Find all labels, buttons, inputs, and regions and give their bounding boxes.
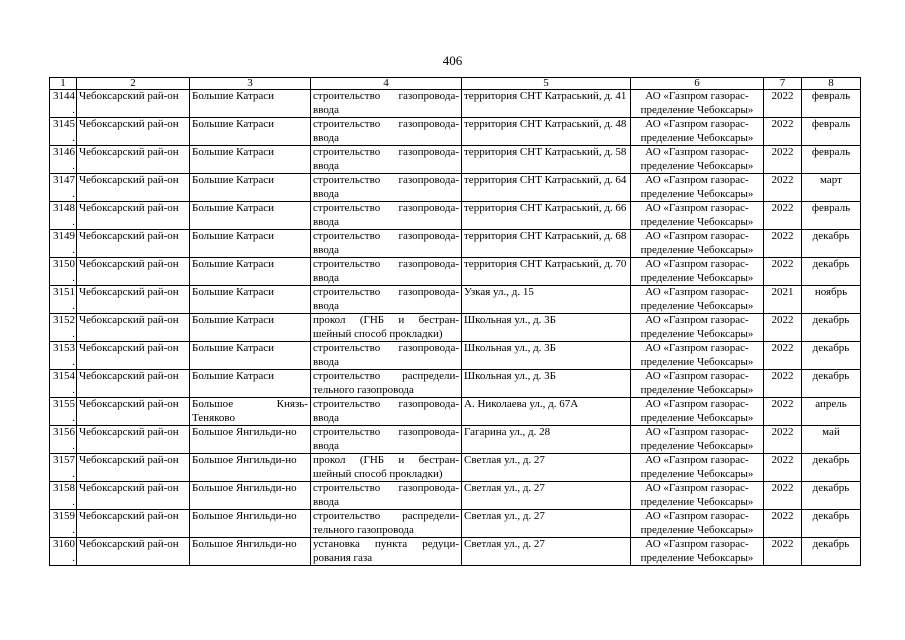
organization-cell: АО «Газпром газорас-пределение Чебоксары» [631,510,764,538]
work-type-cell: строительство газопровода-ввода [311,482,462,510]
settlement-cell: Большие Катраси [190,230,311,258]
address-cell: Светлая ул., д. 27 [462,454,631,482]
table-row [50,230,861,258]
column-header: 8 [802,78,861,90]
column-header: 4 [311,78,462,90]
address-cell: территория СНТ Катраський, д. 41 [462,90,631,118]
district-cell: Чебоксарский рай-он [77,90,190,118]
column-header: 3 [190,78,311,90]
settlement-cell: Большие Катраси [190,314,311,342]
row-number: 3151. [50,286,77,314]
work-type-cell: строительство распредели-тельного газопровода [311,510,462,538]
organization-cell: АО «Газпром газорас-пределение Чебоксары» [631,118,764,146]
gasification-table [49,77,861,566]
settlement-cell: Большое Янгильди-но [190,454,311,482]
organization-cell: АО «Газпром газорас-пределение Чебоксары» [631,314,764,342]
settlement-cell: Большие Катраси [190,342,311,370]
organization-cell: АО «Газпром газорас-пределение Чебоксары» [631,454,764,482]
organization-cell: АО «Газпром газорас-пределение Чебоксары» [631,230,764,258]
work-type-cell: строительство газопровода-ввода [311,202,462,230]
month-cell: декабрь [802,342,861,370]
settlement-cell: Большие Катраси [190,146,311,174]
district-cell: Чебоксарский рай-он [77,370,190,398]
year-cell: 2022 [764,146,802,174]
settlement-cell: Большие Катраси [190,118,311,146]
address-cell: Светлая ул., д. 27 [462,538,631,566]
organization-cell: АО «Газпром газорас-пределение Чебоксары» [631,202,764,230]
month-cell: февраль [802,118,861,146]
row-number: 3157. [50,454,77,482]
column-header: 6 [631,78,764,90]
table-row [50,90,861,118]
month-cell: март [802,174,861,202]
table-row [50,398,861,426]
settlement-cell: Большие Катраси [190,202,311,230]
month-cell: май [802,426,861,454]
month-cell: декабрь [802,538,861,566]
work-type-cell: строительство газопровода-ввода [311,174,462,202]
table-row [50,426,861,454]
work-type-cell: строительство газопровода-ввода [311,258,462,286]
year-cell: 2022 [764,90,802,118]
district-cell: Чебоксарский рай-он [77,258,190,286]
work-type-cell: строительство газопровода-ввода [311,146,462,174]
work-type-cell: строительство газопровода-ввода [311,426,462,454]
address-cell: территория СНТ Катраський, д. 64 [462,174,631,202]
district-cell: Чебоксарский рай-он [77,174,190,202]
table-row [50,454,861,482]
work-type-cell: прокол (ГНБ и бестран-шейный способ прокладки) [311,314,462,342]
column-header: 5 [462,78,631,90]
organization-cell: АО «Газпром газорас-пределение Чебоксары» [631,426,764,454]
address-cell: территория СНТ Катраський, д. 70 [462,258,631,286]
column-number-row [50,78,861,90]
address-cell: Школьная ул., д. 3Б [462,370,631,398]
address-cell: Светлая ул., д. 27 [462,482,631,510]
district-cell: Чебоксарский рай-он [77,146,190,174]
row-number: 3152. [50,314,77,342]
district-cell: Чебоксарский рай-он [77,398,190,426]
settlement-cell: Большие Катраси [190,258,311,286]
row-number: 3153. [50,342,77,370]
district-cell: Чебоксарский рай-он [77,230,190,258]
organization-cell: АО «Газпром газорас-пределение Чебоксары» [631,398,764,426]
organization-cell: АО «Газпром газорас-пределение Чебоксары» [631,174,764,202]
organization-cell: АО «Газпром газорас-пределение Чебоксары» [631,258,764,286]
table-row [50,538,861,566]
column-header: 1 [50,78,77,90]
table-row [50,314,861,342]
row-number: 3160. [50,538,77,566]
month-cell: февраль [802,90,861,118]
row-number: 3148. [50,202,77,230]
row-number: 3145. [50,118,77,146]
table-row [50,258,861,286]
district-cell: Чебоксарский рай-он [77,286,190,314]
settlement-cell: Большие Катраси [190,174,311,202]
year-cell: 2022 [764,230,802,258]
table-row [50,174,861,202]
work-type-cell: строительство газопровода-ввода [311,342,462,370]
year-cell: 2022 [764,342,802,370]
month-cell: декабрь [802,454,861,482]
row-number: 3144. [50,90,77,118]
year-cell: 2022 [764,482,802,510]
month-cell: декабрь [802,482,861,510]
work-type-cell: строительство газопровода-ввода [311,90,462,118]
row-number: 3155. [50,398,77,426]
table-row [50,146,861,174]
year-cell: 2022 [764,118,802,146]
district-cell: Чебоксарский рай-он [77,538,190,566]
address-cell: Школьная ул., д. 3Б [462,342,631,370]
district-cell: Чебоксарский рай-он [77,510,190,538]
year-cell: 2022 [764,174,802,202]
year-cell: 2022 [764,258,802,286]
month-cell: декабрь [802,258,861,286]
table-row [50,202,861,230]
settlement-cell: Большое Князь-Теняково [190,398,311,426]
work-type-cell: строительство газопровода-ввода [311,230,462,258]
year-cell: 2022 [764,510,802,538]
year-cell: 2022 [764,370,802,398]
month-cell: февраль [802,202,861,230]
address-cell: Светлая ул., д. 27 [462,510,631,538]
district-cell: Чебоксарский рай-он [77,426,190,454]
organization-cell: АО «Газпром газорас-пределение Чебоксары» [631,146,764,174]
organization-cell: АО «Газпром газорас-пределение Чебоксары» [631,482,764,510]
month-cell: апрель [802,398,861,426]
settlement-cell: Большое Янгильди-но [190,538,311,566]
settlement-cell: Большое Янгильди-но [190,482,311,510]
address-cell: территория СНТ Катраський, д. 68 [462,230,631,258]
month-cell: декабрь [802,370,861,398]
table-row [50,482,861,510]
district-cell: Чебоксарский рай-он [77,202,190,230]
row-number: 3159. [50,510,77,538]
address-cell: Гагарина ул., д. 28 [462,426,631,454]
row-number: 3149. [50,230,77,258]
address-cell: территория СНТ Катраський, д. 66 [462,202,631,230]
column-header: 7 [764,78,802,90]
year-cell: 2022 [764,426,802,454]
address-cell: территория СНТ Катраський, д. 58 [462,146,631,174]
table-row [50,286,861,314]
row-number: 3146. [50,146,77,174]
month-cell: февраль [802,146,861,174]
row-number: 3154. [50,370,77,398]
month-cell: ноябрь [802,286,861,314]
month-cell: декабрь [802,230,861,258]
address-cell: территория СНТ Катраський, д. 48 [462,118,631,146]
district-cell: Чебоксарский рай-он [77,454,190,482]
row-number: 3150. [50,258,77,286]
organization-cell: АО «Газпром газорас-пределение Чебоксары» [631,370,764,398]
row-number: 3158. [50,482,77,510]
year-cell: 2021 [764,286,802,314]
column-header: 2 [77,78,190,90]
settlement-cell: Большое Янгильди-но [190,426,311,454]
row-number: 3156. [50,426,77,454]
organization-cell: АО «Газпром газорас-пределение Чебоксары» [631,342,764,370]
year-cell: 2022 [764,202,802,230]
district-cell: Чебоксарский рай-он [77,342,190,370]
work-type-cell: строительство газопровода-ввода [311,398,462,426]
district-cell: Чебоксарский рай-он [77,314,190,342]
organization-cell: АО «Газпром газорас-пределение Чебоксары» [631,286,764,314]
month-cell: декабрь [802,314,861,342]
settlement-cell: Большое Янгильди-но [190,510,311,538]
district-cell: Чебоксарский рай-он [77,118,190,146]
table-row [50,510,861,538]
row-number: 3147. [50,174,77,202]
year-cell: 2022 [764,314,802,342]
address-cell: Узкая ул., д. 15 [462,286,631,314]
address-cell: А. Николаева ул., д. 67А [462,398,631,426]
organization-cell: АО «Газпром газорас-пределение Чебоксары» [631,538,764,566]
table-row [50,342,861,370]
year-cell: 2022 [764,454,802,482]
settlement-cell: Большие Катраси [190,90,311,118]
settlement-cell: Большие Катраси [190,286,311,314]
organization-cell: АО «Газпром газорас-пределение Чебоксары» [631,90,764,118]
work-type-cell: прокол (ГНБ и бестран-шейный способ прокладки) [311,454,462,482]
district-cell: Чебоксарский рай-он [77,482,190,510]
settlement-cell: Большие Катраси [190,370,311,398]
year-cell: 2022 [764,538,802,566]
page-number: 406 [442,53,463,68]
work-type-cell: строительство газопровода-ввода [311,286,462,314]
table-row [50,370,861,398]
month-cell: декабрь [802,510,861,538]
table-row [50,118,861,146]
work-type-cell: строительство распредели-тельного газопровода [311,370,462,398]
year-cell: 2022 [764,398,802,426]
address-cell: Школьная ул., д. 3Б [462,314,631,342]
work-type-cell: установка пункта редуци-рования газа [311,538,462,566]
work-type-cell: строительство газопровода-ввода [311,118,462,146]
